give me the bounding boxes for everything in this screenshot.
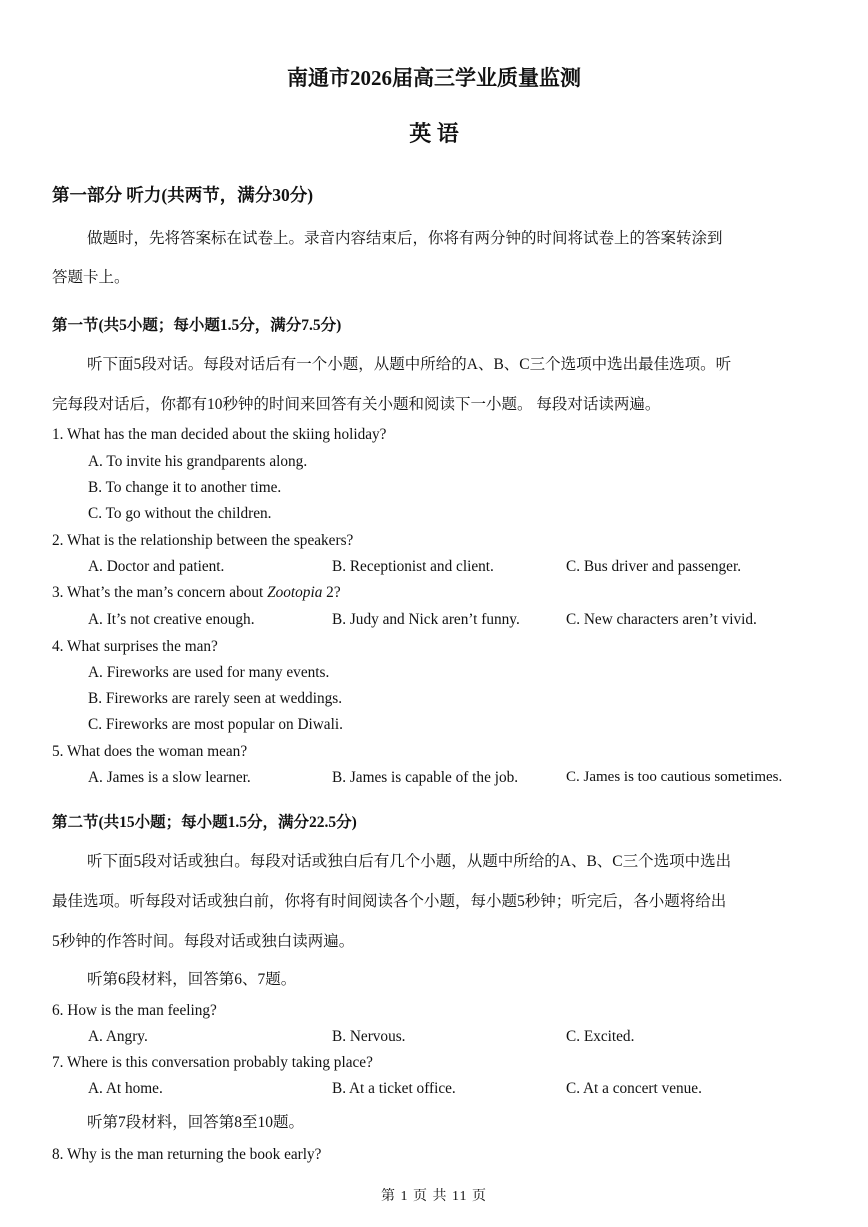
material-6-instruction: 听第6段材料，回答第6、7题。 (87, 971, 297, 988)
question-4-option-c: C. Fireworks are most popular on Diwali. (88, 716, 343, 733)
section1-instruction-line2: 完每段对话后，你都有10秒钟的时间来回答有关小题和阅读下一小题。 每段对话读两遍。 (52, 396, 661, 413)
part1-heading: 第一部分 听力(共两节，满分30分) (52, 185, 314, 205)
section2-instruction-line2: 最佳选项。听每段对话或独白前，你将有时间阅读各个小题，每小题5秒钟；听完后，各小题将给出 (52, 893, 727, 910)
question-6-stem: 6. How is the man feeling? (52, 1002, 217, 1019)
question-5-option-c: C. James is too cautious sometimes. (566, 769, 783, 785)
question-5-option-b: B. James is capable of the job. (332, 769, 519, 786)
question-5-option-a: A. James is a slow learner. (88, 769, 251, 786)
material-7-instruction: 听第7段材料，回答第8至10题。 (87, 1114, 305, 1131)
exam-title: 南通市2026届高三学业质量监测 (287, 66, 581, 90)
question-7-option-c: C. At a concert venue. (566, 1080, 702, 1097)
question-7-option-b: B. At a ticket office. (332, 1080, 456, 1097)
question-7-option-a: A. At home. (88, 1080, 163, 1097)
question-3-film-title: Zootopia (267, 584, 323, 601)
page-footer: 第 1 页 共 11 页 (381, 1189, 487, 1204)
question-6-option-b: B. Nervous. (332, 1028, 406, 1045)
question-4-stem: 4. What surprises the man? (52, 638, 218, 655)
question-2-option-c: C. Bus driver and passenger. (566, 558, 742, 575)
question-6-option-c: C. Excited. (566, 1028, 635, 1045)
question-5-stem: 5. What does the woman mean? (52, 743, 248, 760)
question-3-stem (52, 584, 341, 602)
question-2-stem: 2. What is the relationship between the speakers? (52, 532, 354, 549)
question-3-stem-prefix: 3. What’s the man’s concern about (52, 584, 268, 601)
section1-heading: 第一节(共5小题；每小题1.5分，满分7.5分) (52, 317, 342, 334)
subject-title: 英 语 (409, 121, 459, 146)
question-4-option-b: B. Fireworks are rarely seen at weddings. (88, 690, 343, 707)
question-1-option-a: A. To invite his grandparents along. (88, 453, 308, 470)
question-2-option-b: B. Receptionist and client. (332, 558, 494, 575)
question-3-option-b: B. Judy and Nick aren’t funny. (332, 611, 520, 628)
section1-instruction-line1: 听下面5段对话。每段对话后有一个小题，从题中所给的A、B、C三个选项中选出最佳选项。听 (87, 356, 732, 373)
section2-instruction-line1: 听下面5段对话或独白。每段对话或独白后有几个小题，从题中所给的A、B、C三个选项中选出 (87, 853, 732, 870)
question-1-option-b: B. To change it to another time. (88, 479, 282, 496)
question-3-option-c: C. New characters aren’t vivid. (566, 611, 757, 628)
question-6-option-a: A. Angry. (88, 1028, 148, 1045)
section2-instruction-line3: 5秒钟的作答时间。每段对话或独白读两遍。 (52, 933, 355, 950)
question-3-stem-suffix: 2? (322, 584, 341, 601)
question-7-stem: 7. Where is this conversation probably taking place? (52, 1054, 373, 1071)
section2-heading: 第二节(共15小题；每小题1.5分，满分22.5分) (52, 814, 357, 831)
question-4-option-a: A. Fireworks are used for many events. (88, 664, 330, 681)
question-1-option-c: C. To go without the children. (88, 505, 272, 522)
question-8-stem: 8. Why is the man returning the book early? (52, 1146, 322, 1163)
question-2-option-a: A. Doctor and patient. (88, 558, 225, 575)
question-3-option-a: A. It’s not creative enough. (88, 611, 255, 628)
part1-instruction-line2: 答题卡上。 (52, 269, 130, 286)
question-1-stem: 1. What has the man decided about the skiing holiday? (52, 426, 387, 443)
part1-instruction-line1: 做题时，先将答案标在试卷上。录音内容结束后，你将有两分钟的时间将试卷上的答案转涂到 (87, 230, 723, 247)
